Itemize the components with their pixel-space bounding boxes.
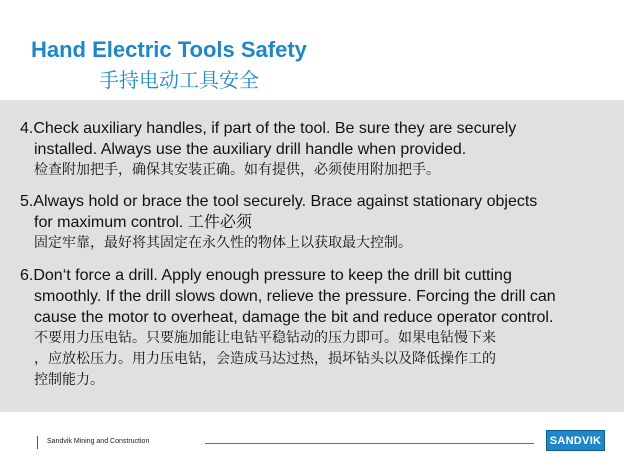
item-line-chinese: 不要用力压电钻。只要施加能让电钻平稳钻动的压力即可。如果电钻慢下来 [34, 330, 496, 346]
item-line: smoothly. If the drill slows down, relieve the pressure. Forcing the drill can [34, 288, 556, 305]
item-line-chinese: 固定牢靠，最好将其固定在永久性的物体上以获取最大控制。 [34, 235, 412, 251]
item-line: for maximum control. 工件必须 [34, 214, 252, 231]
item-line: cause the motor to overheat, damage the bit and reduce operator control. [34, 309, 554, 326]
item-line: 6.Don‘t force a drill. Apply enough pressure to keep the drill bit cutting [20, 267, 512, 284]
item-line: 5.Always hold or brace the tool securely. Brace against stationary objects [20, 193, 538, 210]
safety-item-6 [20, 265, 620, 391]
safety-item-5 [20, 191, 620, 254]
footer-company: Sandvik Mining and Construction [47, 438, 150, 445]
footer-divider [37, 436, 38, 449]
sandvik-logo [546, 430, 605, 451]
item-line-chinese: ，应放松压力。用力压电钻，会造成马达过热，损坏钻头以及降低操作工的 [34, 351, 496, 367]
logo-text: SANDVIK [549, 434, 602, 447]
item-line: installed. Always use the auxiliary drill handle when provided. [34, 141, 467, 158]
slide-subtitle: 手持电动工具安全 [99, 68, 259, 92]
safety-item-4 [20, 118, 620, 181]
item-line-chinese: 检查附加把手，确保其安装正确。如有提供，必须使用附加把手。 [34, 162, 440, 178]
item-line: 4.Check auxiliary handles, if part of the tool. Be sure they are securely [20, 120, 517, 137]
slide-title: Hand Electric Tools Safety [31, 37, 307, 62]
item-line-chinese: 控制能力。 [34, 372, 104, 388]
footer-rule [205, 443, 534, 444]
